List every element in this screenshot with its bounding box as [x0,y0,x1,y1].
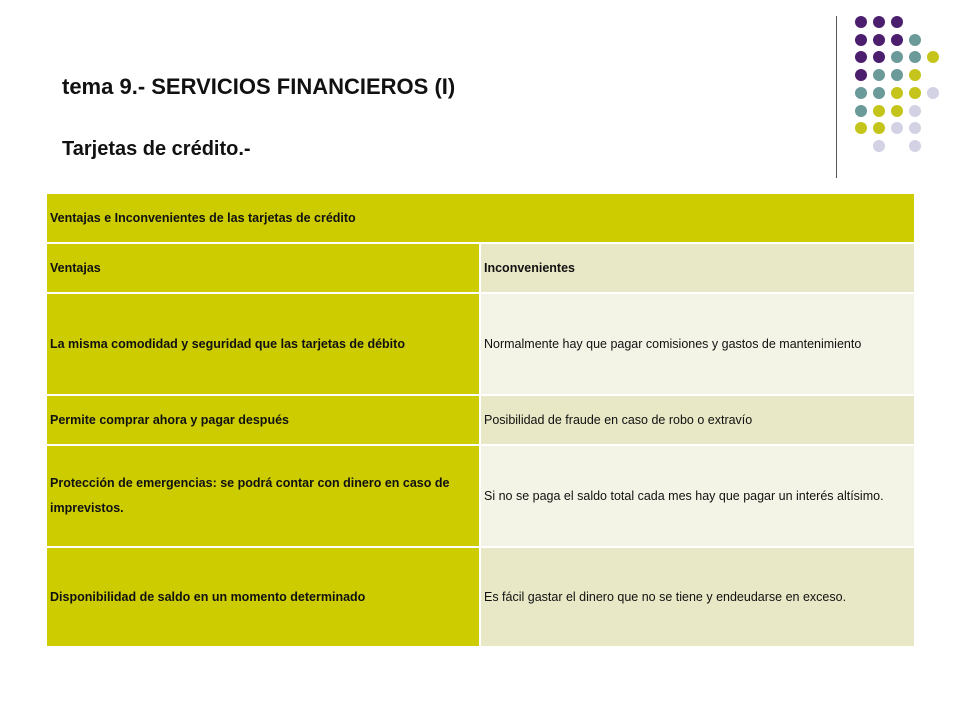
decorative-dot [891,16,903,28]
inconveniente-cell: Es fácil gastar el dinero que no se tiene y endeudarse en exceso. [480,547,914,647]
column-header-ventajas: Ventajas [47,243,480,293]
decorative-dot [873,122,885,134]
decorative-dot [873,140,885,152]
decorative-dot [909,122,921,134]
inconveniente-cell: Posibilidad de fraude en caso de robo o extravío [480,395,914,445]
table-row [47,293,914,395]
decorative-dot [855,69,867,81]
decorative-dot [891,105,903,117]
decorative-dot [873,34,885,46]
decorative-dot [855,51,867,63]
decorative-vertical-line [836,16,837,178]
pros-cons-table [47,194,914,648]
slide-title: tema 9.- SERVICIOS FINANCIEROS (I) [62,74,456,99]
decorative-dot [855,105,867,117]
decorative-dot [927,51,939,63]
decorative-dot [891,69,903,81]
decorative-dot [873,16,885,28]
decorative-dot [909,105,921,117]
decorative-dot [855,122,867,134]
table-row [47,395,914,445]
decorative-dot [873,105,885,117]
decorative-dot [891,34,903,46]
decorative-dot [873,51,885,63]
decorative-dot [909,87,921,99]
decorative-dot [927,87,939,99]
decorative-dot [909,69,921,81]
ventaja-cell: Protección de emergencias: se podrá contar con dinero en caso de imprevistos. [47,445,480,547]
decorative-dot [873,69,885,81]
decorative-dot [855,16,867,28]
table-row [47,547,914,647]
decorative-dot [891,87,903,99]
inconveniente-cell: Si no se paga el saldo total cada mes hay que pagar un interés altísimo. [480,445,914,547]
decorative-dot [855,87,867,99]
table-header: Ventajas e Inconvenientes de las tarjetas de crédito [47,194,914,243]
slide-subtitle: Tarjetas de crédito.- [62,138,251,160]
ventaja-cell: Disponibilidad de saldo en un momento determinado [47,547,480,647]
decorative-dot [855,34,867,46]
ventaja-cell: Permite comprar ahora y pagar después [47,395,480,445]
decorative-dot [891,51,903,63]
decorative-dot [909,51,921,63]
inconveniente-cell: Normalmente hay que pagar comisiones y gastos de mantenimiento [480,293,914,395]
decorative-dot [891,122,903,134]
column-header-inconvenientes: Inconvenientes [480,243,914,293]
decorative-dot [909,140,921,152]
decorative-dot [873,87,885,99]
decorative-dot [909,34,921,46]
table-row [47,445,914,547]
ventaja-cell: La misma comodidad y seguridad que las tarjetas de débito [47,293,480,395]
decorative-dot-grid [0,0,960,200]
